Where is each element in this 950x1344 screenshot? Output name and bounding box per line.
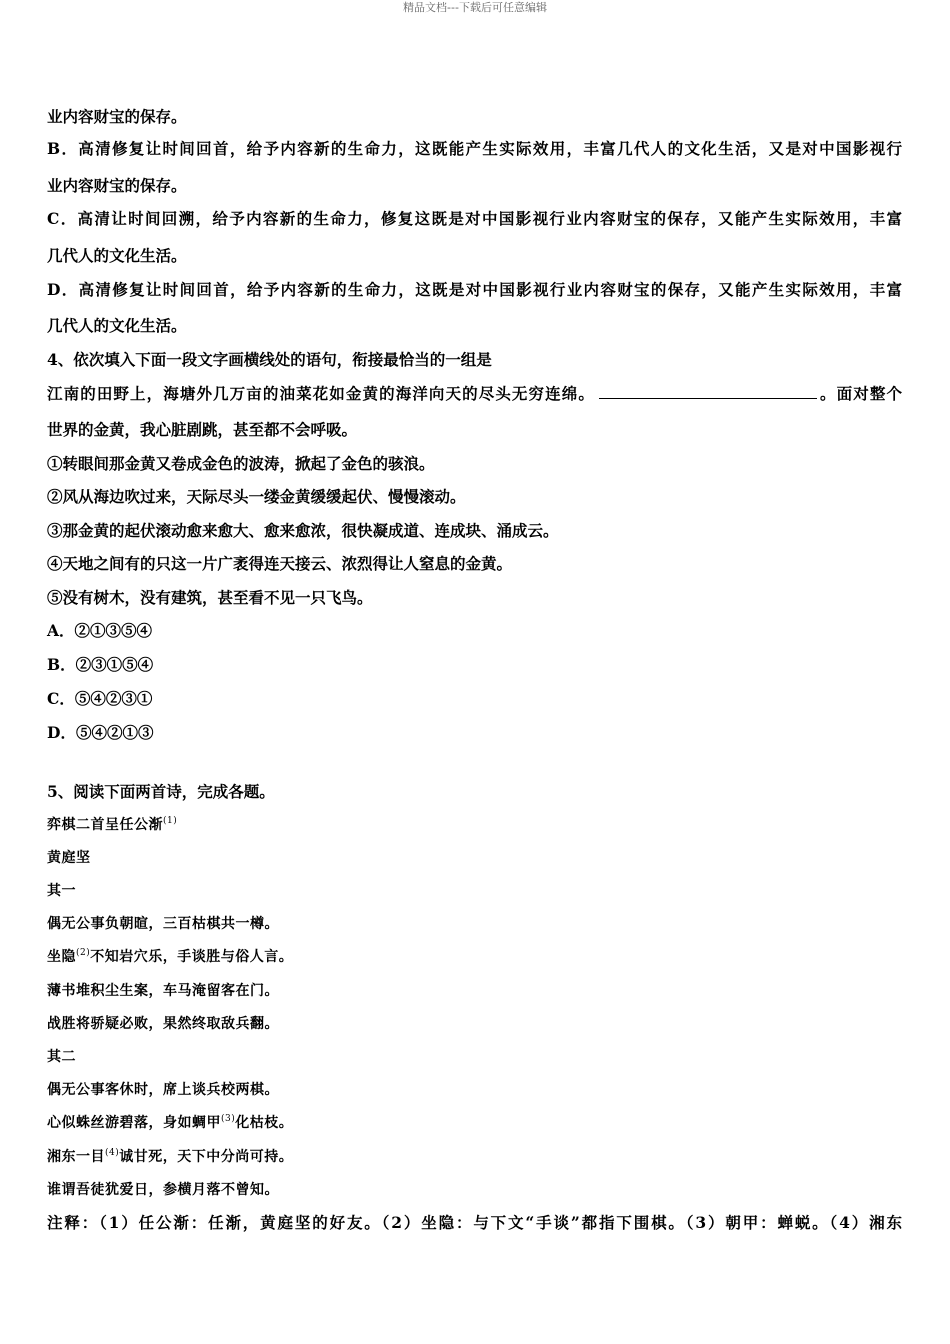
- poem1-line2-note: (2): [76, 948, 91, 958]
- poem2-line3: [47, 1146, 293, 1166]
- q4-option-a: A．②①③⑤④: [47, 621, 153, 640]
- poem2-line2-b: 化枯枝。: [235, 1115, 294, 1131]
- poem2-line4: 谁谓吾徒犹爱日，参横月落不曾知。: [47, 1182, 279, 1198]
- poem2-line1: 偶无公事客休时，席上谈兵校两棋。: [47, 1082, 279, 1098]
- q3-option-c-line1: C．高清让时间回溯，给予内容新的生命力，修复这既是对中国影视行业内容财宝的保存，又能产生实际效用，丰富: [47, 209, 902, 228]
- poem1-line1: 偶无公事负朝暄，三百枯棋共一樽。: [47, 916, 279, 932]
- poem1-line2-b: 不知岩穴乐，手谈胜与俗人言。: [90, 949, 294, 965]
- q4-passage-before: 江南的田野上，海塘外几万亩的油菜花如金黄的海洋向天的尽头无穷连绵。: [47, 384, 595, 403]
- poem1-line4: 战胜将骄疑必败，果然终取敌兵翻。: [47, 1016, 279, 1032]
- q4-item-2: ②风从海边吹过来，天际尽头一缕金黄缓缓起伏、慢慢滚动。: [47, 487, 466, 506]
- page-header-watermark: 精品文档---下载后可任意编辑: [403, 1, 547, 14]
- q5-stem: 5、阅读下面两首诗，完成各题。: [47, 782, 275, 801]
- q4-item-4: ④天地之间有的只这一片广袤得连天接云、浓烈得让人窒息的金黄。: [47, 554, 513, 573]
- q4-option-d: D．⑤④②①③: [47, 723, 154, 742]
- poem1-line2: [47, 946, 293, 966]
- poem2-line3-note: (4): [105, 1148, 120, 1158]
- poem1-line3: 薄书堆积尘生案，车马淹留客在门。: [47, 983, 279, 999]
- q4-item-1: ①转眼间那金黄又卷成金色的波涛，掀起了金色的骇浪。: [47, 454, 435, 473]
- q4-option-b: B．②③①⑤④: [47, 655, 154, 674]
- poem2-line2: [47, 1112, 293, 1132]
- poem-annotation: 注释：（1）任公渐：任渐，黄庭坚的好友。（2）坐隐：与下文“手谈”都指下围棋。（3）朝甲：蝉蜕。（4）湘东: [47, 1213, 902, 1232]
- q4-item-5: ⑤没有树木，没有建筑，甚至看不见一只飞鸟。: [47, 588, 373, 607]
- q3-option-c-line2: 几代人的文化生活。: [47, 246, 187, 265]
- poem-title: [47, 814, 177, 834]
- fill-blank: [599, 382, 817, 399]
- poem2-line2-a: 心似蛛丝游碧落，身如蜩甲: [47, 1115, 221, 1131]
- q3-option-b-line1: B．高清修复让时间回首，给予内容新的生命力，这既能产生实际效用，丰富几代人的文化生活，又是对中国影视行: [47, 139, 902, 158]
- poem-title-note: (1): [163, 816, 178, 826]
- poem2-line3-b: 诚甘死，天下中分尚可持。: [119, 1149, 294, 1165]
- q3-option-d-line2: 几代人的文化生活。: [47, 316, 187, 335]
- q4-option-c: C．⑤④②③①: [47, 689, 153, 708]
- q3-option-d-line1: D．高清修复让时间回首，给予内容新的生命力，这既是对中国影视行业内容财宝的保存，又能产生实际效用，丰富: [47, 280, 902, 299]
- poem-part1-heading: 其一: [47, 883, 76, 899]
- poem-part2-heading: 其二: [47, 1049, 76, 1065]
- poem2-line2-note: (3): [221, 1114, 236, 1124]
- poem2-line3-a: 湘东一目: [47, 1149, 105, 1165]
- q4-item-3: ③那金黄的起伏滚动愈来愈大、愈来愈浓，很快凝成道、连成块、涌成云。: [47, 521, 559, 540]
- poem1-line2-a: 坐隐: [47, 949, 76, 965]
- poem-author: 黄庭坚: [47, 850, 91, 866]
- q3-option-a-continuation: 业内容财宝的保存。: [47, 107, 187, 126]
- q4-stem: 4、依次填入下面一段文字画横线处的语句，衔接最恰当的一组是: [47, 350, 492, 369]
- q4-passage-line2: 世界的金黄，我心脏剧跳，甚至都不会呼吸。: [47, 420, 358, 439]
- q3-option-b-line2: 业内容财宝的保存。: [47, 176, 187, 195]
- q4-passage-after: 。面对整个: [818, 384, 902, 403]
- q4-passage-line1: [47, 382, 902, 404]
- poem-title-text: 弈棋二首呈任公渐: [47, 817, 163, 833]
